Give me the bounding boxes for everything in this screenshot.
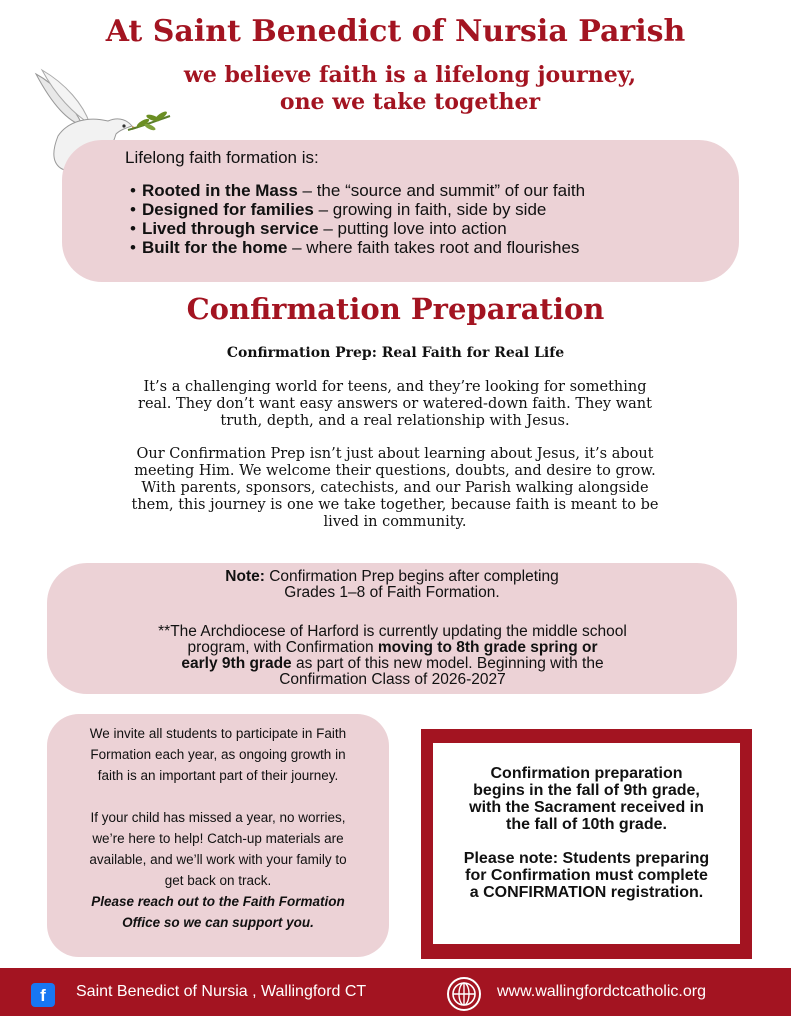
invite-text: We invite all students to participate in Faith Formation each year, as ongoing growth in faith is an important part of their journey. If your child has missed a year, no worries, we’re here to help! Catch-up materials are available, and we’ll work with your family to get back on track. Please reach out to the Faith Formation Office so we can support you. (89, 726, 347, 930)
formation-intro: Lifelong faith formation is: (125, 148, 319, 167)
list-item: • Lived through service – putting love into action (130, 219, 585, 238)
website-link[interactable]: www.wallingfordctcatholic.org (497, 983, 706, 1000)
section-subtitle: Confirmation Prep: Real Faith for Real Life (226, 345, 565, 361)
subtitle-line: we believe faith is a lifelong journey, (183, 62, 637, 88)
note-text: Note: Confirmation Prep begins after completing Grades 1–8 of Faith Formation. (225, 568, 559, 601)
page-title: At Saint Benedict of Nursia Parish (105, 14, 686, 49)
subtitle-line: one we take together (279, 89, 541, 115)
list-item: • Built for the home – where faith takes root and flourishes (130, 238, 585, 257)
formation-list (130, 181, 585, 257)
list-item: • Designed for families – growing in faith, side by side (130, 200, 585, 219)
list-item: • Rooted in the Mass – the “source and summit” of our faith (130, 181, 585, 200)
mission-paragraph: Our Confirmation Prep isn’t just about learning about Jesus, it’s about meeting Him. We welcome their questions, doubts, and desire to grow. With parents, sponsors, catechists, and our Parish walking alongside them, this journey is one we take together, because faith is meant to be lived in community. (131, 446, 659, 530)
archdiocese-note: **The Archdiocese of Harford is currently updating the middle school program, with Confirmation moving to 8th grade spring or early 9th grade as part of this new model. Beginning with the Confirmation Class of 2026-2027 (158, 623, 627, 688)
schedule-text: Confirmation preparation begins in the fall of 9th grade, with the Sacrament received in the fall of 10th grade. Please note: Students preparing for Confirmation must complete a CONFIRMATION registration. (463, 765, 710, 901)
page-subtitle (140, 62, 680, 116)
section-title: Confirmation Preparation (186, 292, 605, 326)
globe-icon (446, 976, 482, 1012)
footer-parish-name: Saint Benedict of Nursia , Wallingford CT (76, 983, 367, 1000)
facebook-icon[interactable]: f (31, 983, 55, 1007)
intro-paragraph: It’s a challenging world for teens, and they’re looking for something real. They don’t want easy answers or watered-down faith. They want truth, depth, and a real relationship with Jesus. (138, 379, 652, 429)
